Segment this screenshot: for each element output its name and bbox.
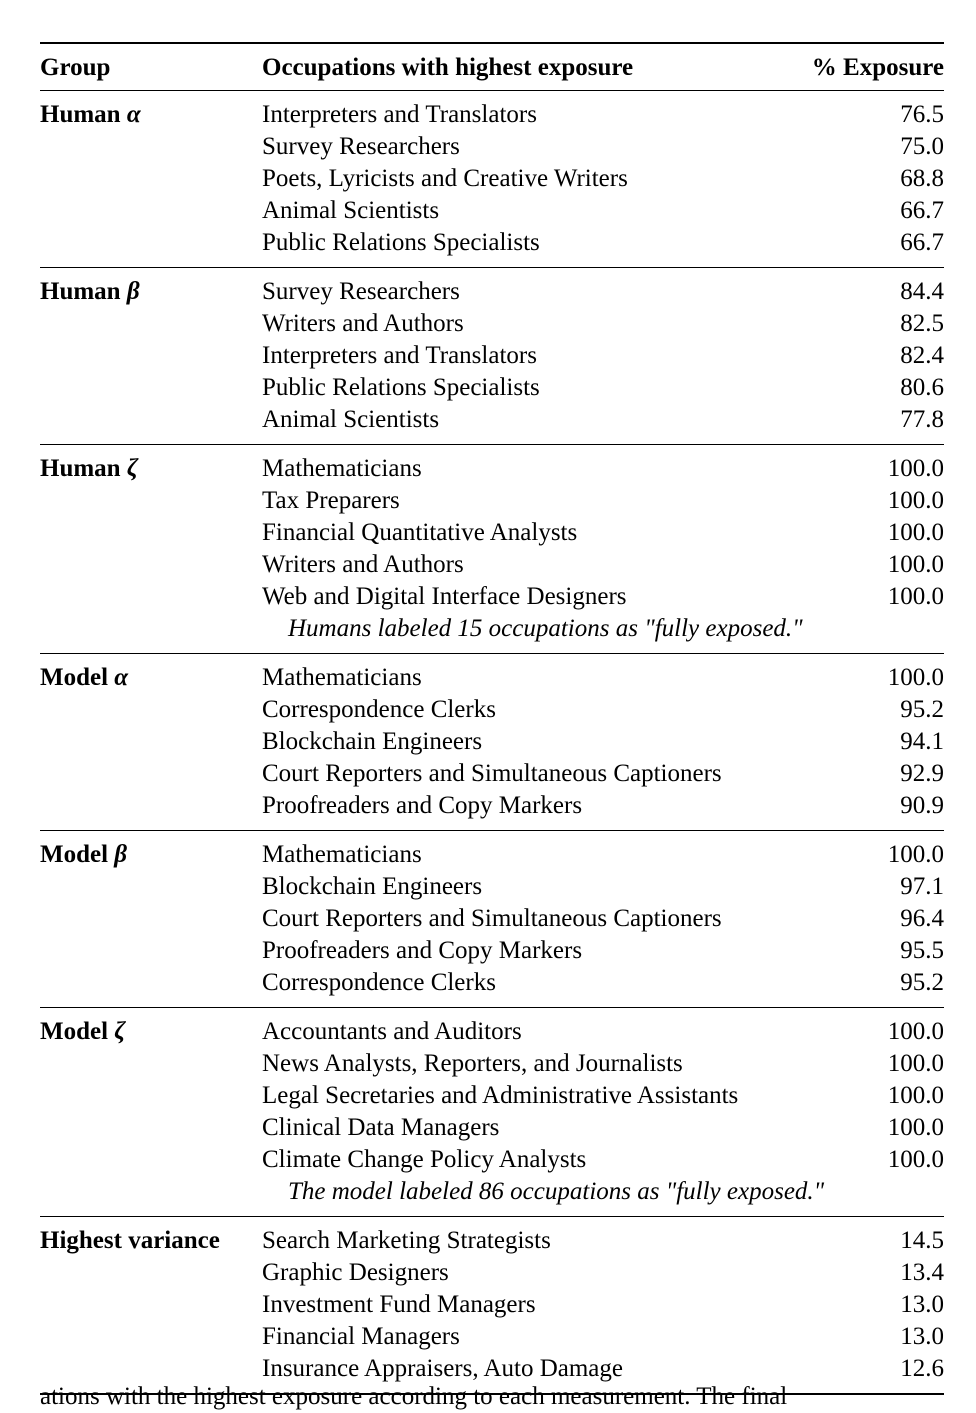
group-name: Model <box>40 1018 109 1045</box>
occupation-cell: Writers and Authors <box>262 551 464 578</box>
occupation-cell: Survey Researchers <box>262 133 460 160</box>
exposure-cell: 82.5 <box>900 310 944 337</box>
occupation-cell: Financial Quantitative Analysts <box>262 519 578 546</box>
table-section <box>40 831 944 1008</box>
table-row <box>40 871 944 903</box>
group-symbol: β <box>126 278 140 305</box>
exposure-cell: 96.4 <box>900 905 944 932</box>
exposure-cell: 66.7 <box>900 229 944 256</box>
table-row <box>40 1257 944 1289</box>
group-symbol: β <box>114 841 128 868</box>
table-row <box>40 163 944 195</box>
table-row <box>40 276 944 308</box>
exposure-cell: 97.1 <box>900 873 944 900</box>
occupation-cell: Survey Researchers <box>262 278 460 305</box>
section-note <box>40 1176 944 1208</box>
group-label <box>40 453 138 485</box>
exposure-cell: 100.0 <box>887 1018 944 1045</box>
table-row <box>40 662 944 694</box>
exposure-cell: 100.0 <box>887 1082 944 1109</box>
table-row <box>40 131 944 163</box>
exposure-cell: 100.0 <box>887 551 944 578</box>
table-row <box>40 581 944 613</box>
exposure-cell: 90.9 <box>900 792 944 819</box>
exposure-cell: 95.2 <box>900 696 944 723</box>
table-row <box>40 967 944 999</box>
table-header-row <box>40 44 944 91</box>
following-paragraph-fragment: ations with the highest exposure according to each measurement. The final <box>40 1383 788 1410</box>
occupation-cell: News Analysts, Reporters, and Journalists <box>262 1050 683 1077</box>
table-section <box>40 1217 944 1393</box>
table-row <box>40 517 944 549</box>
table-row <box>40 1289 944 1321</box>
table-row <box>40 935 944 967</box>
table-row <box>40 1048 944 1080</box>
group-symbol: α <box>114 664 129 691</box>
occupation-cell: Insurance Appraisers, Auto Damage <box>262 1355 623 1382</box>
occupation-cell: Proofreaders and Copy Markers <box>262 937 583 964</box>
exposure-cell: 82.4 <box>900 342 944 369</box>
occupation-cell: Proofreaders and Copy Markers <box>262 792 583 819</box>
section-note-text: The model labeled 86 occupations as "fully exposed." <box>288 1178 825 1205</box>
exposure-cell: 100.0 <box>887 1114 944 1141</box>
table-row <box>40 1112 944 1144</box>
exposure-cell: 95.5 <box>900 937 944 964</box>
table-row <box>40 790 944 822</box>
exposure-cell: 100.0 <box>887 841 944 868</box>
group-name: Human <box>40 278 121 305</box>
occupation-cell: Correspondence Clerks <box>262 696 496 723</box>
exposure-cell: 84.4 <box>900 278 944 305</box>
occupation-cell: Public Relations Specialists <box>262 229 540 256</box>
group-label <box>40 276 140 308</box>
group-label <box>40 99 141 131</box>
exposure-cell: 100.0 <box>887 664 944 691</box>
table-row <box>40 404 944 436</box>
occupation-cell: Court Reporters and Simultaneous Captioners <box>262 760 722 787</box>
occupation-cell: Animal Scientists <box>262 197 440 224</box>
group-symbol: ζ <box>114 1018 126 1045</box>
group-label <box>40 662 128 694</box>
occupation-cell: Clinical Data Managers <box>262 1114 500 1141</box>
header-group: Group <box>40 54 111 81</box>
table-row <box>40 1321 944 1353</box>
section-note <box>40 613 944 645</box>
occupation-cell: Search Marketing Strategists <box>262 1227 551 1254</box>
occupation-cell: Climate Change Policy Analysts <box>262 1146 587 1173</box>
exposure-cell: 76.5 <box>900 101 944 128</box>
table-row <box>40 453 944 485</box>
occupation-cell: Animal Scientists <box>262 406 440 433</box>
group-label <box>40 1016 125 1048</box>
exposure-cell: 13.0 <box>900 1323 944 1350</box>
exposure-cell: 100.0 <box>887 519 944 546</box>
table-row <box>40 485 944 517</box>
exposure-cell: 100.0 <box>887 487 944 514</box>
group-label <box>40 1225 220 1257</box>
header-exposure: % Exposure <box>811 54 944 81</box>
header-occupation: Occupations with highest exposure <box>262 54 634 81</box>
exposure-cell: 100.0 <box>887 455 944 482</box>
occupation-cell: Interpreters and Translators <box>262 342 537 369</box>
table-row <box>40 1144 944 1176</box>
exposure-cell: 68.8 <box>900 165 944 192</box>
table-body <box>40 91 944 1393</box>
exposure-cell: 75.0 <box>900 133 944 160</box>
table-row <box>40 1225 944 1257</box>
occupation-cell: Graphic Designers <box>262 1259 449 1286</box>
occupation-cell: Correspondence Clerks <box>262 969 496 996</box>
occupation-cell: Mathematicians <box>262 455 422 482</box>
occupation-cell: Court Reporters and Simultaneous Captioners <box>262 905 722 932</box>
exposure-cell: 12.6 <box>900 1355 944 1382</box>
group-name: Highest variance <box>40 1227 220 1254</box>
group-name: Human <box>40 101 121 128</box>
table-row <box>40 99 944 131</box>
table-row <box>40 758 944 790</box>
exposure-cell: 100.0 <box>887 1050 944 1077</box>
occupation-cell: Mathematicians <box>262 841 422 868</box>
exposure-table <box>40 42 944 1395</box>
group-label <box>40 839 127 871</box>
table-row <box>40 839 944 871</box>
group-name: Model <box>40 664 109 691</box>
table-row <box>40 340 944 372</box>
occupation-cell: Blockchain Engineers <box>262 873 483 900</box>
occupation-cell: Public Relations Specialists <box>262 374 540 401</box>
exposure-cell: 92.9 <box>900 760 944 787</box>
exposure-cell: 14.5 <box>900 1227 944 1254</box>
occupation-cell: Investment Fund Managers <box>262 1291 536 1318</box>
table-row <box>40 694 944 726</box>
table-row <box>40 308 944 340</box>
occupation-cell: Poets, Lyricists and Creative Writers <box>262 165 628 192</box>
group-symbol: ζ <box>126 455 138 482</box>
occupation-cell: Financial Managers <box>262 1323 460 1350</box>
table-row <box>40 1016 944 1048</box>
occupation-cell: Interpreters and Translators <box>262 101 537 128</box>
table-row <box>40 726 944 758</box>
exposure-cell: 94.1 <box>900 728 944 755</box>
occupation-cell: Legal Secretaries and Administrative Assistants <box>262 1082 739 1109</box>
exposure-cell: 100.0 <box>887 1146 944 1173</box>
exposure-cell: 100.0 <box>887 583 944 610</box>
exposure-cell: 95.2 <box>900 969 944 996</box>
group-symbol: α <box>126 101 141 128</box>
occupation-cell: Web and Digital Interface Designers <box>262 583 627 610</box>
group-name: Human <box>40 455 121 482</box>
exposure-cell: 66.7 <box>900 197 944 224</box>
exposure-cell: 13.0 <box>900 1291 944 1318</box>
table-section <box>40 268 944 445</box>
occupation-cell: Blockchain Engineers <box>262 728 483 755</box>
table-section <box>40 654 944 831</box>
table-section <box>40 1008 944 1217</box>
table-section <box>40 91 944 268</box>
group-name: Model <box>40 841 109 868</box>
occupation-cell: Accountants and Auditors <box>262 1018 522 1045</box>
table-row <box>40 372 944 404</box>
section-note-text: Humans labeled 15 occupations as "fully exposed." <box>288 615 803 642</box>
occupation-cell: Mathematicians <box>262 664 422 691</box>
table-row <box>40 549 944 581</box>
table-row <box>40 195 944 227</box>
table-section <box>40 445 944 654</box>
table-row <box>40 903 944 935</box>
exposure-cell: 80.6 <box>900 374 944 401</box>
table-row <box>40 1080 944 1112</box>
table-row <box>40 227 944 259</box>
occupation-cell: Writers and Authors <box>262 310 464 337</box>
exposure-cell: 13.4 <box>900 1259 944 1286</box>
exposure-cell: 77.8 <box>900 406 944 433</box>
occupation-cell: Tax Preparers <box>262 487 400 514</box>
